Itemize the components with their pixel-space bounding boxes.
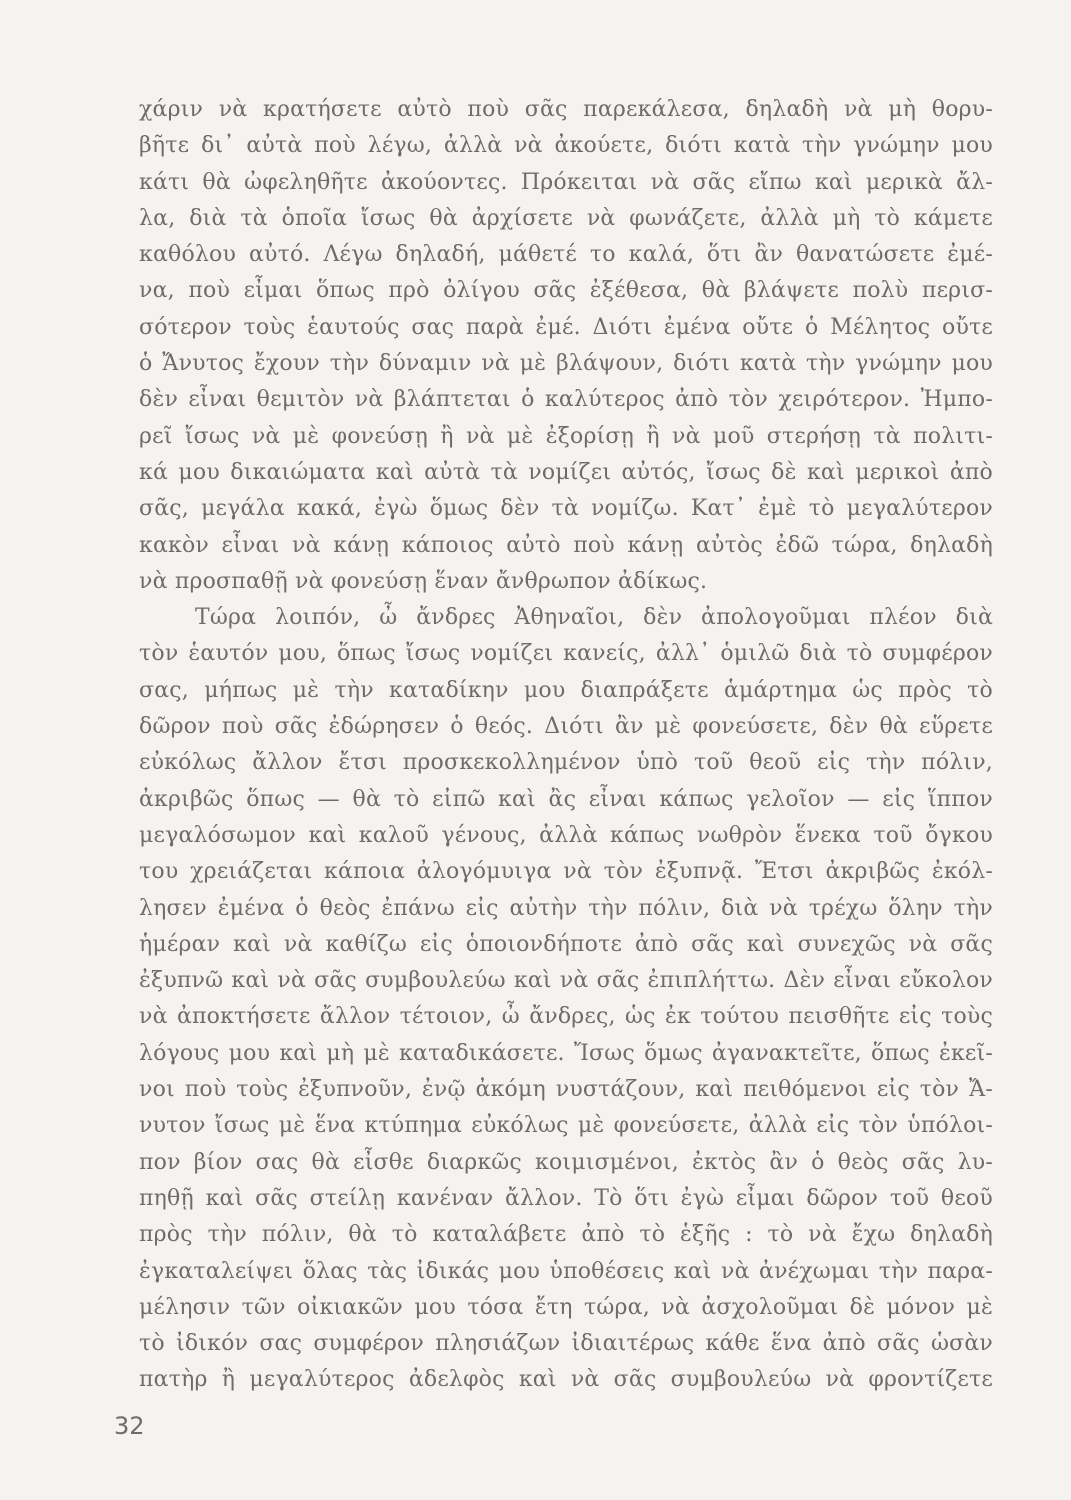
text-line: τὸ ἰδικόν σας συμφέρον πλησιάζων ἰδιαιτέρως κάθε ἕνα ἀπὸ σᾶς ὡσὰν	[139, 1331, 993, 1357]
page-number: 32	[114, 1412, 145, 1440]
text-line: εὐκόλως ἄλλον ἔτσι προσκεκολλημένον ὑπὸ τοῦ θεοῦ εἰς τὴν πόλιν,	[139, 750, 993, 776]
text-line: να, ποὺ εἶμαι ὅπως πρὸ ὀλίγου σᾶς ἐξέθεσα, θὰ βλάψετε πολὺ περισ-	[139, 278, 993, 304]
text-line: κά μου δικαιώματα καὶ αὐτὰ τὰ νομίζει αὐτός, ἴσως δὲ καὶ μερικοὶ ἀπὸ	[139, 459, 993, 485]
text-line: Τώρα λοιπόν, ὦ ἄνδρες Ἀθηναῖοι, δὲν ἀπολογοῦμαι πλέον διὰ	[195, 605, 993, 631]
text-line: νὰ ἀποκτήσετε ἄλλον τέτοιον, ὦ ἄνδρες, ὡς ἐκ τούτου πεισθῆτε εἰς τοὺς	[139, 1004, 993, 1030]
text-line: λόγους μου καὶ μὴ μὲ καταδικάσετε. Ἴσως ὅμως ἀγανακτεῖτε, ὅπως ἐκεῖ-	[139, 1040, 993, 1066]
paragraph-1	[139, 92, 993, 600]
text-line: τὸν ἑαυτόν μου, ὅπως ἴσως νομίζει κανείς, ἀλλ᾿ ὁμιλῶ διὰ τὸ συμφέρον	[139, 641, 993, 667]
text-line: δὲν εἶναι θεμιτὸν νὰ βλάπτεται ὁ καλύτερος ἀπὸ τὸν χειρότερον. Ἠμπο-	[139, 387, 993, 413]
text-line: μέλησιν τῶν οἰκιακῶν μου τόσα ἔτη τώρα, νὰ ἀσχολοῦμαι δὲ μόνον μὲ	[139, 1294, 993, 1320]
text-line: σας, μήπως μὲ τὴν καταδίκην μου διαπράξετε ἁμάρτημα ὡς πρὸς τὸ	[139, 677, 993, 703]
text-line: πατὴρ ἢ μεγαλύτερος ἀδελφὸς καὶ νὰ σᾶς συμβουλεύω νὰ φροντίζετε	[139, 1367, 993, 1393]
text-line: ἡμέραν καὶ νὰ καθίζω εἰς ὁποιονδήποτε ἀπὸ σᾶς καὶ συνεχῶς νὰ σᾶς	[139, 931, 993, 957]
text-line: ἐγκαταλείψει ὅλας τὰς ἰδικάς μου ὑποθέσεις καὶ νὰ ἀνέχωμαι τὴν παρα-	[139, 1258, 993, 1284]
text-line: κάτι θὰ ὠφεληθῆτε ἀκούοντες. Πρόκειται νὰ σᾶς εἴπω καὶ μερικὰ ἄλ-	[139, 169, 993, 195]
text-line: πον βίον σας θὰ εἶσθε διαρκῶς κοιμισμένοι, ἐκτὸς ἂν ὁ θεὸς σᾶς λυ-	[139, 1149, 993, 1175]
text-line: καθόλου αὐτό. Λέγω δηλαδή, μάθετέ το καλά, ὅτι ἂν θανατώσετε ἐμέ-	[139, 242, 993, 268]
text-line: ὁ Ἄνυτος ἔχουν τὴν δύναμιν νὰ μὲ βλάψουν, διότι κατὰ τὴν γνώμην μου	[139, 351, 993, 377]
text-line: ρεῖ ἴσως νὰ μὲ φονεύσῃ ἢ νὰ μὲ ἐξορίσῃ ἢ νὰ μοῦ στερήσῃ τὰ πολιτι-	[139, 423, 993, 449]
paragraph-2	[139, 600, 993, 1399]
text-line: σᾶς, μεγάλα κακά, ἐγὼ ὅμως δὲν τὰ νομίζω. Κατ᾿ ἐμὲ τὸ μεγαλύτερον	[139, 496, 993, 522]
text-line: δῶρον ποὺ σᾶς ἐδώρησεν ὁ θεός. Διότι ἂν μὲ φονεύσετε, δὲν θὰ εὕρετε	[139, 714, 993, 740]
text-line: κακὸν εἶναι νὰ κάνῃ κάποιος αὐτὸ ποὺ κάνῃ αὐτὸς ἐδῶ τώρα, δηλαδὴ	[139, 532, 993, 558]
text-line: ἐξυπνῶ καὶ νὰ σᾶς συμβουλεύω καὶ νὰ σᾶς ἐπιπλήττω. Δὲν εἶναι εὔκολον	[139, 968, 993, 994]
page-text-body	[139, 92, 993, 1399]
text-line: νὰ προσπαθῇ νὰ φονεύσῃ ἕναν ἄνθρωπον ἀδίκως.	[139, 568, 708, 594]
text-line: σότερον τοὺς ἑαυτούς σας παρὰ ἐμέ. Διότι ἐμένα οὔτε ὁ Μέλητος οὔτε	[139, 314, 993, 340]
text-line: πηθῇ καὶ σᾶς στείλῃ κανέναν ἄλλον. Τὸ ὅτι ἐγὼ εἶμαι δῶρον τοῦ θεοῦ	[139, 1185, 993, 1211]
text-line: χάριν νὰ κρατήσετε αὐτὸ ποὺ σᾶς παρεκάλεσα, δηλαδὴ νὰ μὴ θορυ-	[139, 97, 993, 122]
text-line: του χρειάζεται κάποια ἀλογόμυιγα νὰ τὸν ἐξυπνᾷ. Ἔτσι ἀκριβῶς ἐκόλ-	[139, 859, 993, 885]
text-line: νοι ποὺ τοὺς ἐξυπνοῦν, ἐνῷ ἀκόμη νυστάζουν, καὶ πειθόμενοι εἰς τὸν Ἄ-	[139, 1077, 993, 1103]
text-line: πρὸς τὴν πόλιν, θὰ τὸ καταλάβετε ἀπὸ τὸ ἑξῆς : τὸ νὰ ἔχω δηλαδὴ	[139, 1222, 993, 1248]
text-line: μεγαλόσωμον καὶ καλοῦ γένους, ἀλλὰ κάπως νωθρὸν ἕνεκα τοῦ ὄγκου	[139, 822, 993, 848]
text-line: λησεν ἐμένα ὁ θεὸς ἐπάνω εἰς αὐτὴν τὴν πόλιν, διὰ νὰ τρέχω ὅλην τὴν	[139, 895, 993, 921]
text-line: νυτον ἴσως μὲ ἕνα κτύπημα εὐκόλως μὲ φονεύσετε, ἀλλὰ εἰς τὸν ὑπόλοι-	[139, 1113, 993, 1139]
text-line: βῆτε δι᾿ αὐτὰ ποὺ λέγω, ἀλλὰ νὰ ἀκούετε, διότι κατὰ τὴν γνώμην μου	[139, 133, 993, 159]
text-line: ἀκριβῶς ὅπως — θὰ τὸ εἰπῶ καὶ ἂς εἶναι κάπως γελοῖον — εἰς ἵππον	[139, 786, 993, 812]
text-line: λα, διὰ τὰ ὁποῖα ἴσως θὰ ἀρχίσετε νὰ φωνάζετε, ἀλλὰ μὴ τὸ κάμετε	[139, 205, 993, 231]
